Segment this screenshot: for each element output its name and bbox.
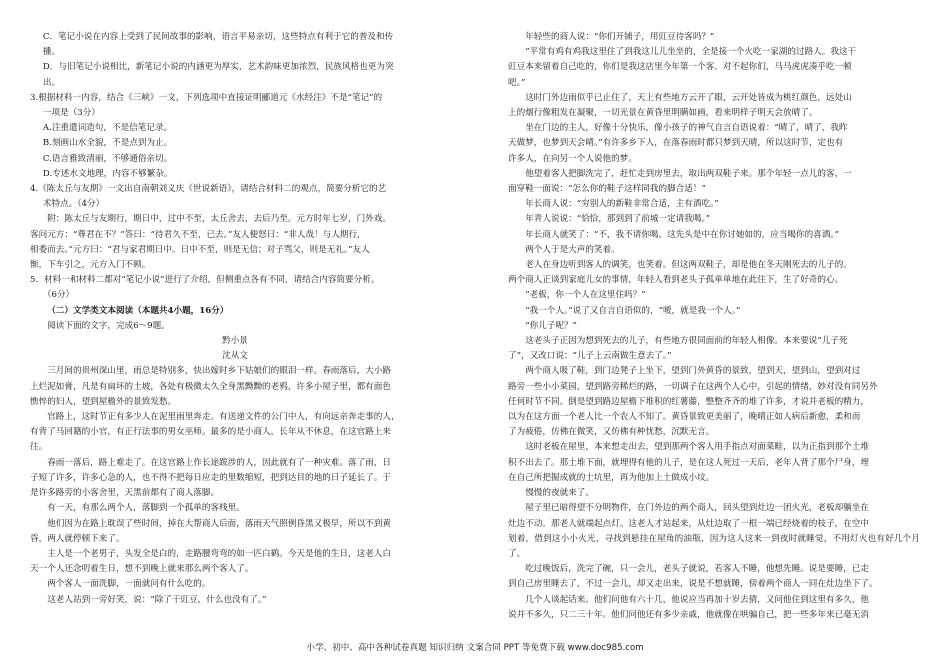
left-text-line: 主人是一个老男子，头发全是白的，走路腰弯弯的如一匹白鹤。今天是他的生日，这老人白 bbox=[47, 548, 391, 559]
right-text-line: 这老头子正因为想到死去的儿子，有些地方很同面前的年轻人相像。本来要说“儿子死 bbox=[525, 336, 848, 347]
right-text-line: 了为疲倦，仿佛在微笑，又仿佛有种忧愁，沉默无言。 bbox=[508, 427, 715, 438]
left-text-line: C．笔记小说在内容上受到了民间故事的影响，语言平易亲切，这些特点有利于它的普及和传 bbox=[42, 32, 394, 42]
right-text-line: 年青人说说：“恰恰，那到到了前城一定请我喝。” bbox=[525, 214, 711, 225]
left-text-line: 有背了马回籍的小官，有正行法事的男女巫师。最多的是小商人，长年从不休息，在这官路上来 bbox=[30, 427, 391, 438]
left-text-line: 他们因为在路上耽误了些时间，掉在大帮商人后面，落雨天气照例昏黑又极早，所以不到黄 bbox=[47, 518, 391, 529]
left-text-line: （二）文学类文本阅读（本题共4小题，16分） bbox=[47, 305, 229, 316]
left-text-line: 昏，两人就停顿下来了。 bbox=[30, 533, 125, 544]
left-text-line: 上烂泥如膏，凡是有扁坏的土坡，各处有极微太久全身黑黝黝的老鸦，许多小屋子里，都有面色 bbox=[30, 381, 391, 392]
right-text-line: “我一个人。”说了又自言自语似的，“嗳，就是我一个人。” bbox=[525, 305, 741, 316]
right-text-line: “老板，你一个人在这里住吗？” bbox=[525, 290, 646, 301]
right-text-line: 在自己所把掘成就的土坑里，再为他加上土做成小坟。 bbox=[508, 472, 715, 483]
right-text-line: 许多人，在向另一个人说他的梦。 bbox=[508, 153, 637, 164]
right-text-line: 吃过晚饭后，洗完了碗，只一会儿，老头子就说，若客人不睡，他想先睡。说是要睡，已走 bbox=[525, 564, 869, 575]
left-column bbox=[30, 30, 440, 608]
right-text-line: 天做梦，也梦到天会晴。”有许多乡下人，在落春雨时都只梦到天晴，所以这时节，定也有 bbox=[508, 138, 844, 149]
left-text-line: 往。 bbox=[30, 442, 48, 453]
right-text-line: 他望着客人把脚洗完了，赶忙走到房里去，取出两双鞋子来。那个年轻一点儿的客，一 bbox=[525, 168, 852, 179]
left-text-line: 黔小景 bbox=[222, 336, 248, 347]
left-text-line: 一项是（3分） bbox=[42, 108, 100, 119]
left-text-line: 这老人站到一旁好笑，说：“除了干豇豆，什么也没有了。” bbox=[47, 594, 267, 605]
left-text-line: 播。 bbox=[42, 47, 61, 58]
right-text-line: 划着，借到这小小火光，寻找到悬挂在屋角的油瓶，因为这人这来一到夜时就睡觉，不用灯火也有好几个月了。 bbox=[508, 533, 920, 559]
page-footer: 小学、初中、高中各种试卷真题 知识归纳 文案合同 PPT 等免费下载 www.doc985.com bbox=[306, 643, 644, 653]
right-text-line: 了”，又改口说：“儿子上云南做生意去了。” bbox=[508, 351, 672, 362]
left-text-line: 5．材料一和材料二都对“笔记小说”进行了介绍，但侧重点各有不同，请结合内容简要分析。 bbox=[30, 275, 380, 286]
left-text-line: 天一个人还念叨着生日，想不到晚上就来那么两个客人了。 bbox=[30, 564, 254, 575]
right-text-line: 几个人谈起话来。他们问他有六十几，他说应当再加十岁去猜，又问他住到这里有多久，他 bbox=[525, 594, 869, 605]
left-text-line: 相委而去。”元方曰：“君与家君期日中。日中不至，则是无信；对子骂父，则是无礼。”友人 bbox=[30, 244, 370, 255]
right-text-line: 到自己房里睡去了，不过一会儿，却又走出来，说是不想就睡，傍着两个商人一同在灶边坐下了。 bbox=[508, 579, 878, 590]
right-text-line: 年长商人就笑了：“不，我不请你喝。这先头是中在你讨她如的，应当喝你的喜酒。” bbox=[525, 229, 840, 240]
right-text-line: 两个商人正谈到家庭儿女的事情，年轻人看到老头子孤单单地在此住下，生了好奇的心。 bbox=[508, 275, 844, 286]
right-text-line: 年长商人说：“穷别人的新鞋非常合适，主有酒吃。” bbox=[525, 199, 719, 210]
right-text-line: 上的烟行像粗发在凝聚，一切光景在黄昏里明瞒如画，看来明样子明天会放晴了。 bbox=[508, 108, 818, 119]
left-text-line: D.专述水文地理，内容不够繁杂。 bbox=[42, 168, 173, 179]
right-text-line: 任何时节不同。倒是望到路边屋檐下堆积的红薯藤，整整齐齐的堆了许多，才说并老板的精力， bbox=[508, 396, 869, 407]
right-text-line: 这时老板在屋里，本来想走出去，望到那两个客人用手指点对面菜畦，以为正指到那个土堆 bbox=[525, 442, 869, 453]
left-text-line: 子短了许多，许多心急的人，也不得不把每日应走的里数缩短，把到达目的地的日子延长了。于 bbox=[30, 472, 391, 483]
right-text-line: 积不出去了。那土堆下面，就埋得有他的儿子，是在这人死过一天后，老年人背了那个尸身，埋 bbox=[508, 457, 869, 468]
left-text-line: 憔悴的妇人，望到屋檐外的景致发愁。 bbox=[30, 396, 177, 407]
right-text-line: 坐在门边的主人，好像十分快乐，像小孩子的神气自言自语说着：“晴了，晴了，我昨 bbox=[525, 123, 848, 134]
left-text-line: 春雨一落后，路上难走了。在这官路上作长途跋涉的人，因此就有了一种灾难。落了雨，日 bbox=[47, 457, 391, 468]
right-text-line: 两个商人吸了鞋，到门边凳子上坐下，望到门外黄昏的景致，望到天，望到山，望到对过 bbox=[525, 366, 861, 377]
left-text-line: 惭，下车引之，元方入门不顾。 bbox=[30, 260, 151, 271]
left-text-line: （6分） bbox=[42, 290, 75, 301]
right-text-line: 说并不多久，只二三十年。他们问他还有多少亲戚，他就像在哄骗自己，把一些多年来已毫无消 bbox=[508, 609, 869, 620]
right-text-line: 屋子里已暗得望不分明物件，在门外边的两个商人，回头望到灶边一团火光，老板却躺坐在 bbox=[525, 503, 869, 514]
right-text-line: 这时门外边雨似乎已止住了，天上有些地方云开了眼，云开处皆成为桃红颜色，远处山 bbox=[525, 92, 852, 103]
right-text-line: 老人在身边听到客人的调笑，也笑着。但这两双鞋子，却是他在冬天刚死去的儿子的。 bbox=[525, 260, 852, 271]
right-text-line: 以为在这方面一个老人比一个农人不知了。黄昏景致更美丽了，晚晴正如人病后新愈，柔和而 bbox=[508, 412, 861, 423]
left-text-line: 官路上，这时节正有多少人在泥里雨里奔走。有送递文件的公门中人，有向远亲奔走事的人， bbox=[47, 412, 400, 423]
left-text-line: 阅读下面的文字，完成6～9题。 bbox=[47, 320, 170, 331]
right-text-line: 灶边不动。那老人就端起点灯。这老人才站起来，从灶边取了一根一端已经烧着的枝子，在空中 bbox=[508, 518, 869, 529]
left-text-line: 是许多路旁的小客舍里，天黑前都有了商人落脚。 bbox=[30, 488, 220, 499]
left-text-line: 4.《陈太丘与友期》一文出自南朝刘义庆《世说新语》，请结合材料二的观点，简要分析它的艺 bbox=[30, 184, 387, 195]
left-text-line: 附：陈太丘与友期行，期日中，过中不至，太丘舍去，去后乃至。元方时年七岁，门外戏。 bbox=[47, 214, 391, 225]
right-text-line: 两个人于是大声的笑着。 bbox=[525, 244, 620, 255]
right-column bbox=[508, 30, 920, 623]
right-text-line: 慢慢的夜就来了。 bbox=[525, 488, 594, 499]
left-text-line: 有一天，有那么两个人，落脚到一个孤单的客栈里。 bbox=[47, 503, 245, 514]
left-text-line: 两个客人一面洗脚，一面就问有什么吃的。 bbox=[47, 579, 211, 590]
left-text-line: 三月间的贵州深山里，雨总是特别多，快出嫁时乡下姑娘们的眼泪一样。春雨落后，大小路 bbox=[47, 366, 391, 377]
left-text-line: C.语言雅致清丽，不够通俗亲切。 bbox=[42, 153, 173, 164]
right-text-line: 年轻些的商人说：“你们开铺子，用豇豆待客吗？” bbox=[525, 32, 715, 42]
right-text-line: 面穿鞋一面说：“怎么你的鞋子这样同我的脚合适！” bbox=[508, 184, 706, 195]
right-text-line: “你儿子呢？” bbox=[525, 320, 577, 331]
left-text-line: D．与旧笔记小说相比，新笔记小说的内涵更为厚实，艺术韵味更加浓烈，民族风格也更为突 bbox=[42, 62, 394, 73]
left-text-line: 3.根据材料一内容，结合《三峡》一文，下列选项中直接证明郦道元《水经注》不是“笔记”的 bbox=[30, 92, 383, 103]
right-text-line: 豇豆本来留着自己吃的，你们是我这店里今年第一个客。对不起你们，马马虎虎凑乎吃一顿 bbox=[508, 62, 852, 73]
left-text-line: A.注重遣词造句，不是信笔记录。 bbox=[42, 123, 173, 134]
right-text-line: 吧。” bbox=[508, 77, 526, 88]
left-text-line: B.刻画山水全貌，不是点到为止。 bbox=[42, 138, 173, 149]
left-text-line: 出。 bbox=[42, 77, 61, 88]
left-text-line: 术特点。（4分） bbox=[42, 199, 105, 210]
left-text-line: 沈从文 bbox=[222, 351, 248, 362]
right-text-line: “平常有鸡有鸡我这里住了到我这儿儿坐坐的，全是接一个火吃一家湖的过路人。我这干 bbox=[525, 47, 857, 58]
right-text-line: 路旁一些小小菜园，望到路旁稀烂的路，一切调子在这两个人心中，引起的情绪，妙对没有同另外 bbox=[508, 381, 878, 392]
left-text-line: 客问元方：“尊君在不？”答曰：“待君久不至，已去。”友人便怒曰：“非人哉！与人期行， bbox=[30, 229, 366, 240]
